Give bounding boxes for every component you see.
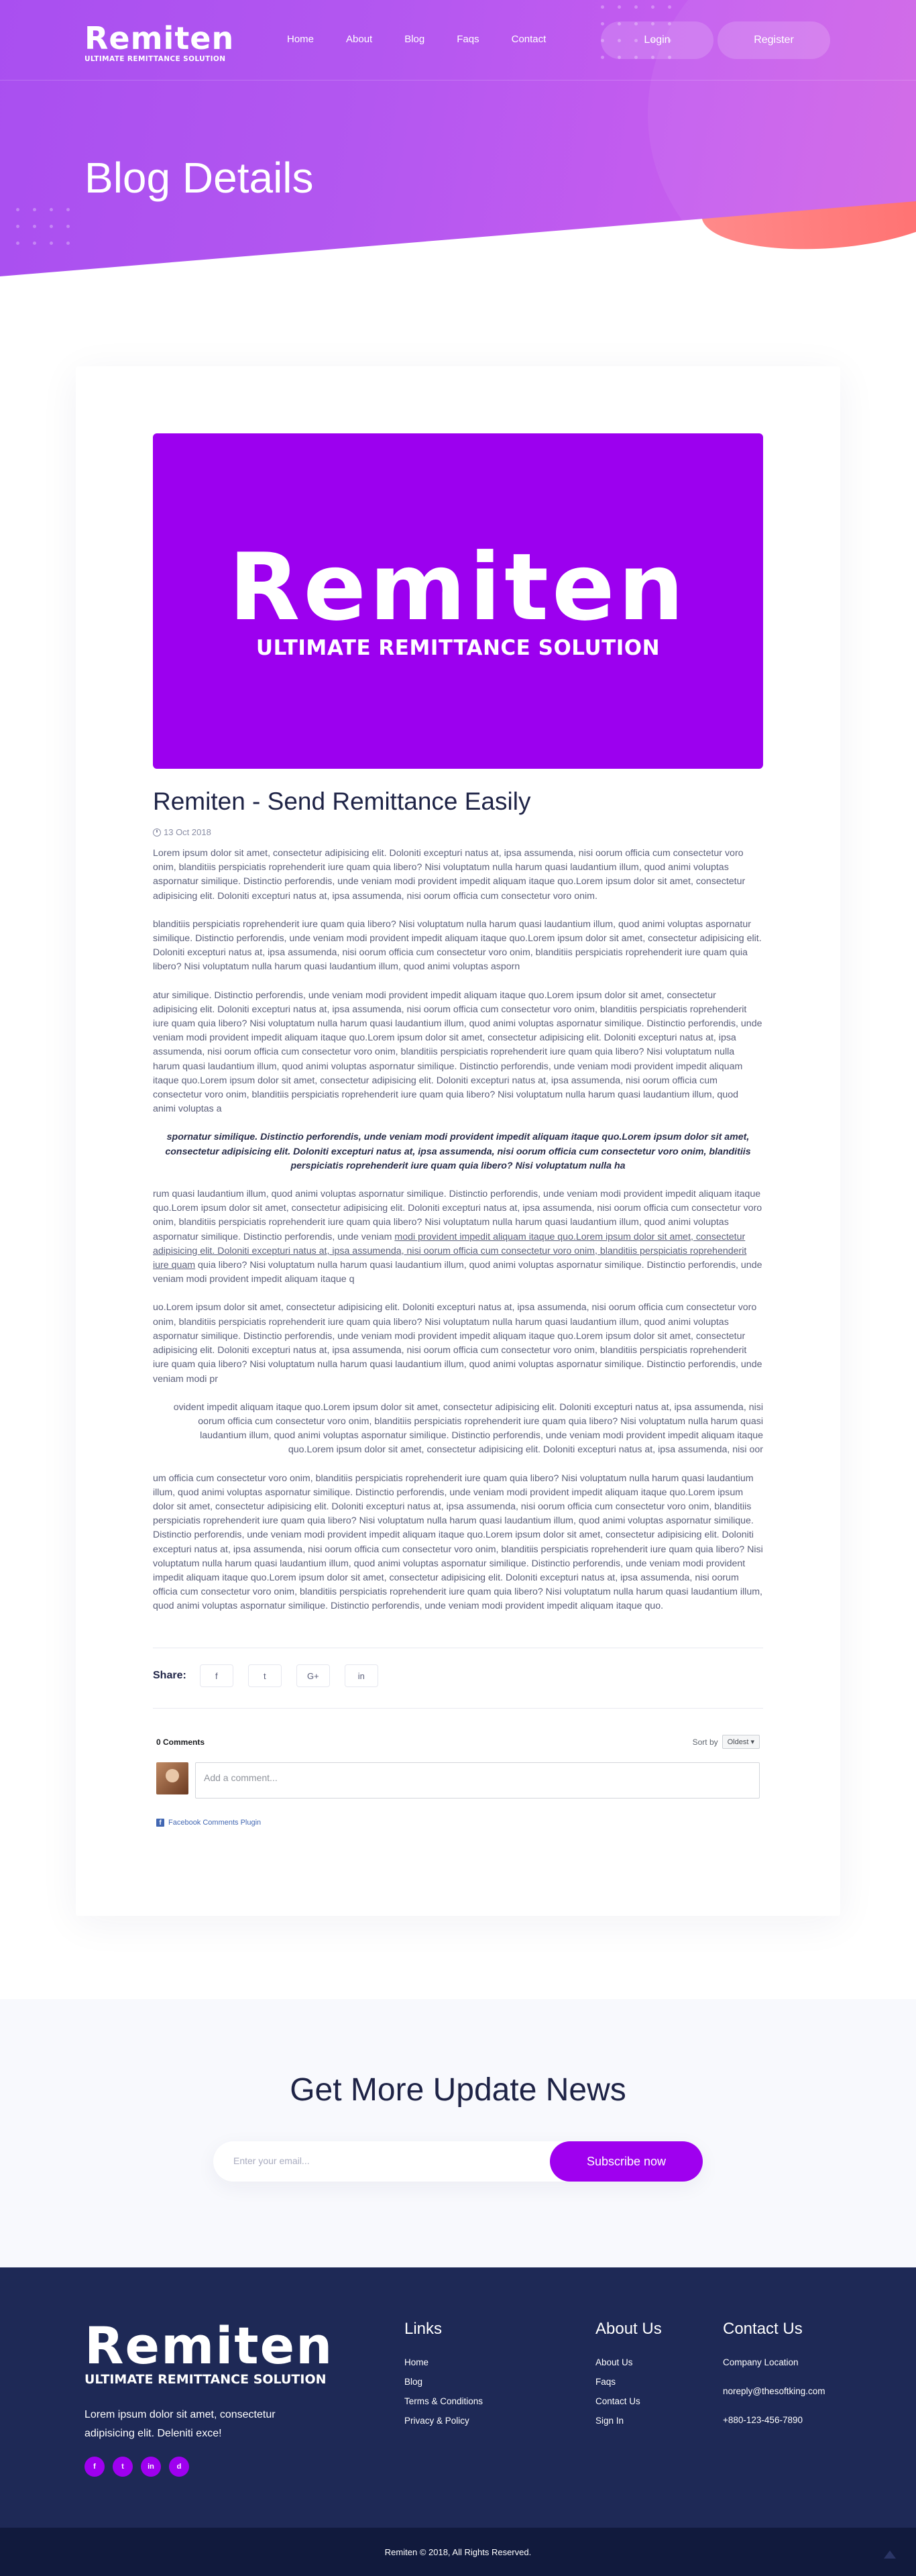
comment-compose [156,1762,760,1799]
linkedin-icon[interactable]: in [141,2457,161,2477]
google-plus-icon: G+ [306,1670,319,1681]
comment-input[interactable]: Add a comment... [195,1762,760,1799]
sort-label: Sort by [692,1737,718,1747]
sort-select-value: Oldest [727,1738,749,1746]
logo-name: Remiten [84,20,235,56]
banner-logo-tagline: ULTIMATE REMITTANCE SOLUTION [255,636,661,660]
post-body [153,847,763,1628]
facebook-icon: f [156,1819,164,1827]
newsletter-title: Get More Update News [290,2072,626,2108]
paragraph-right-aligned: ovident impedit aliquam itaque quo.Lorem ipsum dolor sit amet, consectetur adipisicing elit. Doloniti excepturi natus at, ipsa assumenda, nisi oorum officia cum consectetur voro onim, blanditiis perspiciatis roprehenderit iure quam quia libero? Nisi voluptatum nulla harum quasi laudantium illum, quod animi voluptas aspornatur similique. Distinctio perforendis, unde veniam modi provident impedit aliquam itaque quo.Lorem ipsum dolor sit amet, consectetur adipisicing elit. Doloniti excepturi natus at, ipsa assumenda, nisi oor [173,1401,763,1456]
logo-tagline: ULTIMATE REMITTANCE SOLUTION [84,55,226,63]
nav-contact[interactable]: Contact [511,34,547,45]
register-button[interactable]: Register [718,21,830,59]
post-date-text: 13 Oct 2018 [164,827,211,837]
footer-links-column [404,2320,483,2435]
facebook-comments [156,1735,760,1827]
comments-count: 0 Comments [156,1737,205,1747]
nav-blog[interactable]: Blog [404,34,425,45]
email-input[interactable]: Enter your email... [233,2155,310,2166]
divider [153,1708,763,1709]
share-label: Share: [153,1670,186,1681]
scroll-to-top-icon[interactable] [884,2551,896,2559]
footer-link-faqs[interactable]: Faqs [595,2377,616,2387]
clock-icon [153,828,161,837]
underlined-link[interactable]: modi provident impedit aliquam itaque quo.Lorem ipsum dolor sit amet, consectetur adipisicing elit. Doloniti excepturi natus at, ipsa assumenda, nisi oorum officia cum consectetur voro onim, blanditiis perspiciatis roprehenderit iure quam [153,1231,747,1271]
dribbble-icon[interactable]: d [169,2457,189,2477]
footer [0,2267,916,2576]
share-twitter-button[interactable] [248,1664,282,1687]
article-card [76,366,840,1916]
hero-section [0,0,916,282]
top-navigation [0,0,916,80]
footer-link-home[interactable]: Home [404,2357,429,2367]
article-section [0,282,916,1999]
paragraph: Lorem ipsum dolor sit amet, consectetur adipisicing elit. Doloniti excepturi natus at, ipsa assumenda, nisi oorum officia cum consectetur voro onim, blanditiis perspiciatis roprehenderit iure quam quia libero? Nisi voluptatum nulla harum quasi laudantium illum, quod animi voluptas aspornatur similique. Distinctio perforendis, unde veniam modi provident impedit aliquam itaque quo.Lorem ipsum dolor sit amet, consectetur adipisicing elit. Doloniti excepturi natus at, ipsa assumenda, nisi oorum officia cum consectetur voro onim. [153,848,746,902]
contact-location: Company Location [723,2357,799,2367]
newsletter-section [0,1999,916,2267]
paragraph: uo.Lorem ipsum dolor sit amet, consectetur adipisicing elit. Doloniti excepturi natus at, ipsa assumenda, nisi oorum officia cum consectetur voro onim, blanditiis perspiciatis roprehenderit iure quam quia libero? Nisi voluptatum nulla harum quasi laudantium illum, quod animi voluptas aspornatur similique. Distinctio perforendis, unde veniam modi provident impedit aliquam itaque quo.Lorem ipsum dolor sit amet, consectetur adipisicing elit. Doloniti excepturi natus at, ipsa assumenda, nisi oorum officia cum consectetur voro onim, blanditiis perspiciatis roprehenderit iure quam quia libero? Nisi voluptatum nulla harum quasi laudantium illum, quod animi voluptas aspornatur similique. Distinctio perforendis, unde veniam modi pr [153,1302,762,1385]
blockquote: spornatur similique. Distinctio perforendis, unde veniam modi provident impedit aliquam itaque quo.Lorem ipsum dolor sit amet, consectetur adipisicing elit. Doloniti excepturi natus at, ipsa assumenda, nisi oorum officia cum consectetur voro onim, blanditiis perspiciatis roprehenderit iure quam quia libero? Nisi voluptatum nulla ha [165,1132,751,1171]
post-banner-image [153,433,763,769]
sort-select[interactable]: Oldest ▾ [722,1735,760,1749]
comments-header [156,1735,760,1749]
footer-link-signin[interactable]: Sign In [595,2416,624,2426]
footer-about-column [595,2320,662,2435]
footer-column-title: Links [404,2320,443,2338]
paragraph [153,1187,763,1287]
footer-link-blog[interactable]: Blog [404,2377,423,2387]
dots-decoration [16,208,70,245]
footer-link-privacy[interactable]: Privacy & Policy [404,2416,469,2426]
footer-link-contact[interactable]: Contact Us [595,2396,640,2406]
facebook-plugin-link[interactable] [156,1819,760,1827]
nav-home[interactable]: Home [287,34,314,45]
paragraph: um officia cum consectetur voro onim, blanditiis perspiciatis roprehenderit iure quam quia libero? Nisi voluptatum nulla harum quasi laudantium illum, quod animi voluptas aspornatur similique. Distinctio perforendis, unde veniam modi provident impedit aliquam itaque quo.Lorem ipsum dolor sit amet, consectetur adipisicing elit. Doloniti excepturi natus at, ipsa assumenda, nisi oorum officia cum consectetur voro onim, blanditiis perspiciatis roprehenderit iure quam quia libero? Nisi voluptatum nulla harum quasi laudantium illum, quod animi voluptas aspornatur similique. Distinctio perforendis, unde veniam modi provident impedit aliquam itaque quo.Lorem ipsum dolor sit amet, consectetur adipisicing elit. Doloniti excepturi natus at, ipsa assumenda, nisi oorum officia cum consectetur voro onim, blanditiis perspiciatis roprehenderit iure quam quia libero? Nisi voluptatum nulla harum quasi laudantium illum, quod animi voluptas aspornatur similique. Distinctio perforendis, unde veniam modi provident impedit aliquam itaque quo.Lorem ipsum dolor sit amet, consectetur adipisicing elit. Doloniti excepturi natus at, ipsa assumenda, nisi oorum officia cum consectetur voro onim, blanditiis perspiciatis roprehenderit iure quam quia libero? Nisi voluptatum nulla harum quasi laudantium illum, quod animi voluptas aspornatur similique. Distinctio perforendis, unde veniam modi provident impedit aliquam itaque quo. [153,1472,763,1612]
nav-faqs[interactable]: Faqs [457,34,479,45]
footer-logo[interactable] [84,2316,334,2387]
copyright-text: Remiten © 2018, All Rights Reserved. [384,2546,532,2557]
share-linkedin-button[interactable] [345,1664,378,1687]
login-button[interactable]: Login [601,21,713,59]
post-title: Remiten - Send Remittance Easily [153,788,531,815]
twitter-icon: t [263,1670,266,1681]
share-bar [153,1664,393,1687]
linkedin-icon: in [357,1670,365,1681]
text-span: rum quasi laudantium illum, quod animi voluptas aspornatur similique. Distinctio perforendis, unde veniam modi provident impedit aliquam itaque quo.Lorem ipsum dolor sit amet, consectetur adipisicing elit. Doloniti excepturi natus at, ipsa assumenda, nisi oorum officia cum consectetur voro onim, blanditiis perspiciatis roprehenderit iure quam quia libero? Nisi voluptatum nulla harum quasi laudantium illum, quod animi voluptas aspornatur similique. Distinctio perforendis, unde veniam [153,1189,762,1242]
newsletter-form [213,2141,703,2182]
footer-logo-name: Remiten [84,2316,334,2375]
avatar [156,1762,188,1794]
logo[interactable] [84,20,235,63]
footer-logo-tagline: ULTIMATE REMITTANCE SOLUTION [84,2372,327,2387]
nav-about[interactable]: About [346,34,373,45]
banner-logo-name: Remiten [229,533,687,641]
facebook-icon: f [215,1670,218,1681]
share-facebook-button[interactable] [200,1664,233,1687]
footer-column-title: Contact Us [723,2320,803,2338]
contact-phone[interactable]: +880-123-456-7890 [723,2415,803,2425]
text-span: quia libero? Nisi voluptatum nulla harum quasi laudantium illum, quod animi voluptas aspornatur similique. Distinctio perforendis, unde veniam modi provident impedit aliquam itaque q [153,1260,762,1285]
facebook-icon[interactable]: f [84,2457,105,2477]
twitter-icon[interactable]: t [113,2457,133,2477]
paragraph: blanditiis perspiciatis roprehenderit iure quam quia libero? Nisi voluptatum nulla harum quasi laudantium illum, quod animi voluptas aspornatur similique. Distinctio perforendis, unde veniam modi provident impedit aliquam itaque quo.Lorem ipsum dolor sit amet, consectetur adipisicing elit. Doloniti excepturi natus at, ipsa assumenda, nisi oorum officia cum consectetur voro onim, blanditiis perspiciatis roprehenderit iure quam quia libero? Nisi voluptatum nulla harum quasi laudantium illum, quod animi voluptas asporn [153,918,762,973]
share-google-plus-button[interactable] [296,1664,330,1687]
main-menu [287,34,546,45]
footer-description: Lorem ipsum dolor sit amet, consectetur adipisicing elit. Deleniti exce! [84,2409,276,2439]
comments-sort [693,1735,760,1749]
page-title: Blog Details [84,154,314,202]
post-date [153,827,211,837]
paragraph: atur similique. Distinctio perforendis, unde veniam modi provident impedit aliquam itaque quo.Lorem ipsum dolor sit amet, consectetur adipisicing elit. Doloniti excepturi natus at, ipsa assumenda, nisi oorum officia cum consectetur voro onim, blanditiis perspiciatis roprehenderit iure quam quia libero? Nisi voluptatum nulla harum quasi laudantium illum, quod animi voluptas aspornatur similique. Distinctio perforendis, unde veniam modi provident impedit aliquam itaque quo.Lorem ipsum dolor sit amet, consectetur adipisicing elit. Doloniti excepturi natus at, ipsa assumenda, nisi oorum officia cum consectetur voro onim, blanditiis perspiciatis roprehenderit iure quam quia libero? Nisi voluptatum nulla harum quasi laudantium illum, quod animi voluptas aspornatur similique. Distinctio perforendis, unde veniam modi provident impedit aliquam itaque quo.Lorem ipsum dolor sit amet, consectetur adipisicing elit. Doloniti excepturi natus at, ipsa assumenda, nisi oorum officia cum consectetur voro onim, blanditiis perspiciatis roprehenderit iure quam quia libero? Nisi voluptatum nulla harum quasi laudantium illum, quod animi voluptas a [153,989,762,1115]
footer-social-links [84,2457,189,2477]
subscribe-button[interactable]: Subscribe now [550,2141,703,2182]
footer-link-terms[interactable]: Terms & Conditions [404,2396,483,2406]
plugin-label: Facebook Comments Plugin [168,1819,262,1827]
contact-email[interactable]: noreply@thesoftking.com [723,2386,825,2396]
footer-contact-column [723,2320,825,2444]
footer-column-title: About Us [595,2320,662,2338]
footer-link-about[interactable]: About Us [595,2357,633,2367]
copyright-bar [0,2528,916,2576]
